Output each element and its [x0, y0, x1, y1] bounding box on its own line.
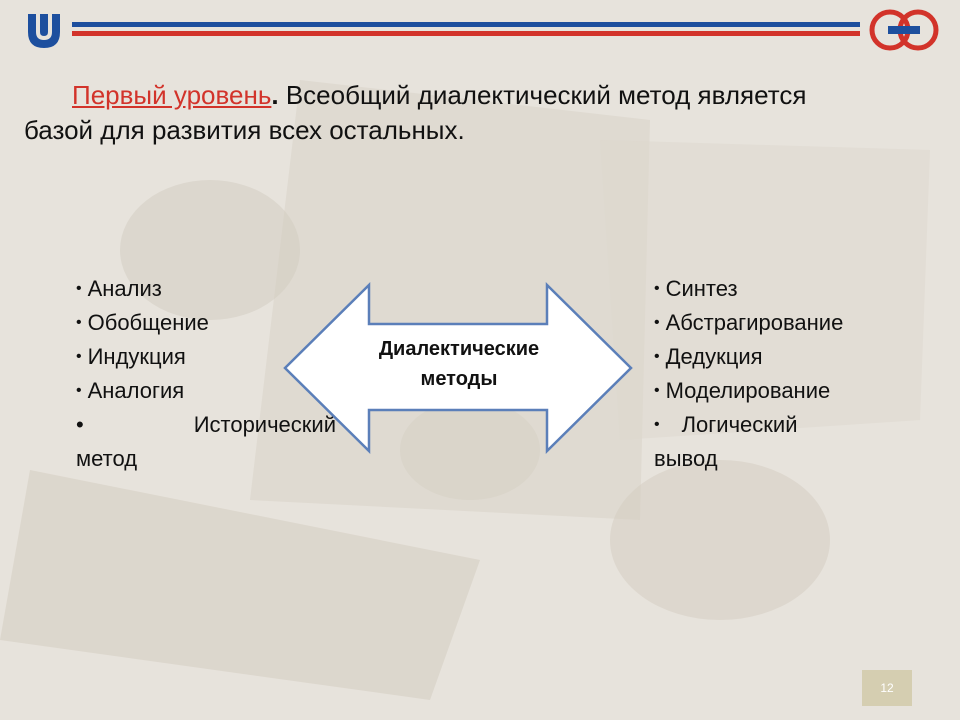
bullet: •	[76, 412, 84, 437]
bullet: •	[654, 314, 660, 331]
list-item	[654, 272, 894, 306]
list-item-continuation: вывод	[654, 446, 718, 471]
list-item-text: Абстрагирование	[665, 310, 844, 335]
list-item	[654, 340, 894, 374]
center-label	[352, 334, 566, 394]
list-item-continuation: метод	[76, 446, 138, 471]
list-item-text: Исторический	[193, 412, 336, 437]
bullet: •	[654, 382, 660, 399]
heading-highlight: Первый уровень	[72, 80, 272, 110]
bullet: •	[654, 280, 660, 297]
list-item-text: Логический	[681, 412, 798, 437]
ce-logo-icon	[868, 8, 940, 52]
center-label-line2: методы	[420, 368, 498, 390]
list-item	[654, 374, 894, 408]
bullet: •	[654, 416, 660, 433]
list-item-text: Синтез	[665, 276, 738, 301]
slide-heading	[24, 78, 924, 148]
bullet: •	[76, 280, 82, 297]
heading-line2: базой для развития всех остальных.	[24, 115, 465, 145]
list-item	[654, 408, 894, 442]
right-method-list	[654, 272, 894, 476]
heading-line1: Всеобщий диалектический метод является	[278, 80, 807, 110]
bullet: •	[76, 382, 82, 399]
header-stripes	[72, 22, 860, 38]
bullet: •	[654, 348, 660, 365]
list-item-text: Индукция	[87, 344, 186, 369]
center-label-line1: Диалектические	[378, 338, 540, 360]
university-logo-icon	[22, 8, 66, 52]
list-item	[654, 306, 894, 340]
list-item-text: Обобщение	[87, 310, 209, 335]
page-number: 12	[862, 670, 912, 706]
list-item-text: Моделирование	[665, 378, 831, 403]
heading-dot: .	[271, 80, 279, 110]
list-item-text: Дедукция	[665, 344, 763, 369]
bullet: •	[76, 314, 82, 331]
list-item-text: Анализ	[87, 276, 162, 301]
list-item-text: Аналогия	[87, 378, 185, 403]
bullet: •	[76, 348, 82, 365]
